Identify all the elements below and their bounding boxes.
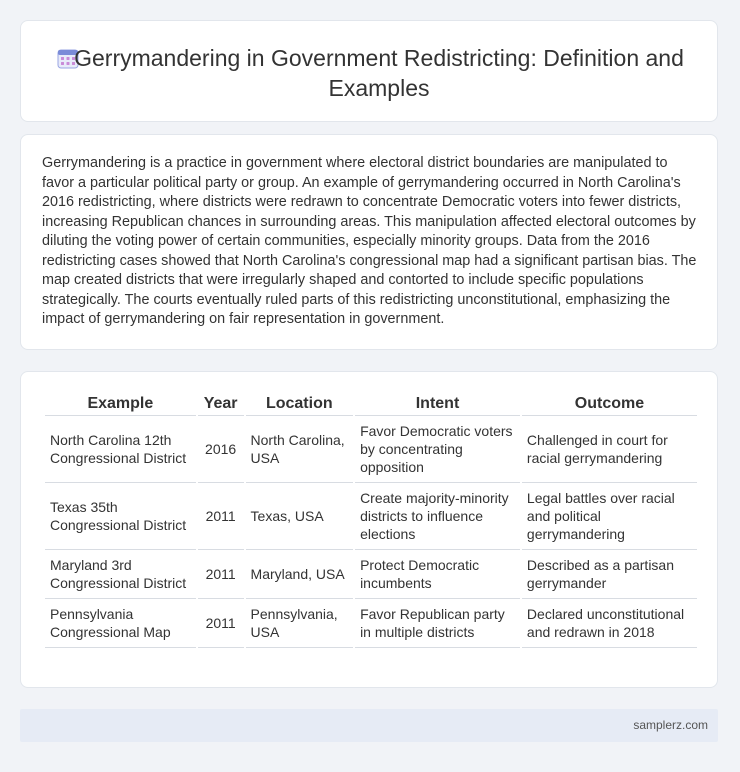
cell-location: Pennsylvania, USA	[246, 599, 354, 648]
footer-site-link[interactable]: samplerz.com	[633, 718, 708, 732]
cell-year: 2016	[198, 416, 244, 483]
cell-outcome: Described as a partisan gerrymander	[522, 550, 697, 599]
cell-example: North Carolina 12th Congressional District	[45, 416, 196, 483]
cell-intent: Favor Democratic voters by concentrating opposition	[355, 416, 520, 483]
header-location: Location	[246, 393, 354, 416]
cell-outcome: Challenged in court for racial gerrymandering	[522, 416, 697, 483]
table-row	[45, 416, 697, 483]
title-card	[20, 20, 718, 122]
table-row	[45, 483, 697, 550]
header-year: Year	[198, 393, 244, 416]
cell-outcome: Declared unconstitutional and redrawn in 2018	[522, 599, 697, 648]
header-intent: Intent	[355, 393, 520, 416]
cell-example: Texas 35th Congressional District	[45, 483, 196, 550]
page-title: Gerrymandering in Government Redistricting: Definition and Examples	[74, 45, 684, 101]
cell-intent: Favor Republican party in multiple districts	[355, 599, 520, 648]
examples-table	[43, 393, 699, 648]
intro-card	[20, 134, 718, 350]
cell-example: Maryland 3rd Congressional District	[45, 550, 196, 599]
header-outcome: Outcome	[522, 393, 697, 416]
intro-paragraph: Gerrymandering is a practice in government where electoral district boundaries are manipulated to favor a particular political party or group. An example of gerrymandering occurred in North Carolina's 2016 redistricting, where districts were redrawn to concentrate Democratic voters into fewer districts, increasing Republican chances in surrounding areas. This manipulation affected electoral outcomes by diluting the voting power of certain communities, especially minority groups. Data from the 2016 redistricting cases showed that North Carolina's congressional map had a significant partisan bias. The map created districts that were irregularly shaped and contorted to include specific populations strategically. The courts eventually ruled parts of this redistricting unconstitutional, emphasizing the impact of gerrymandering on fair representation in government.	[42, 155, 697, 327]
cell-location: North Carolina, USA	[246, 416, 354, 483]
cell-year: 2011	[198, 550, 244, 599]
table-card	[20, 371, 718, 688]
table-row	[45, 599, 697, 648]
cell-intent: Protect Democratic incumbents	[355, 550, 520, 599]
cell-year: 2011	[198, 599, 244, 648]
table-row	[45, 550, 697, 599]
cell-intent: Create majority-minority districts to influence elections	[355, 483, 520, 550]
footer-bar	[20, 709, 718, 742]
header-example: Example	[45, 393, 196, 416]
table-header-row	[45, 393, 697, 416]
cell-example: Pennsylvania Congressional Map	[45, 599, 196, 648]
cell-year: 2011	[198, 483, 244, 550]
cell-location: Texas, USA	[246, 483, 354, 550]
cell-outcome: Legal battles over racial and political gerrymandering	[522, 483, 697, 550]
cell-location: Maryland, USA	[246, 550, 354, 599]
